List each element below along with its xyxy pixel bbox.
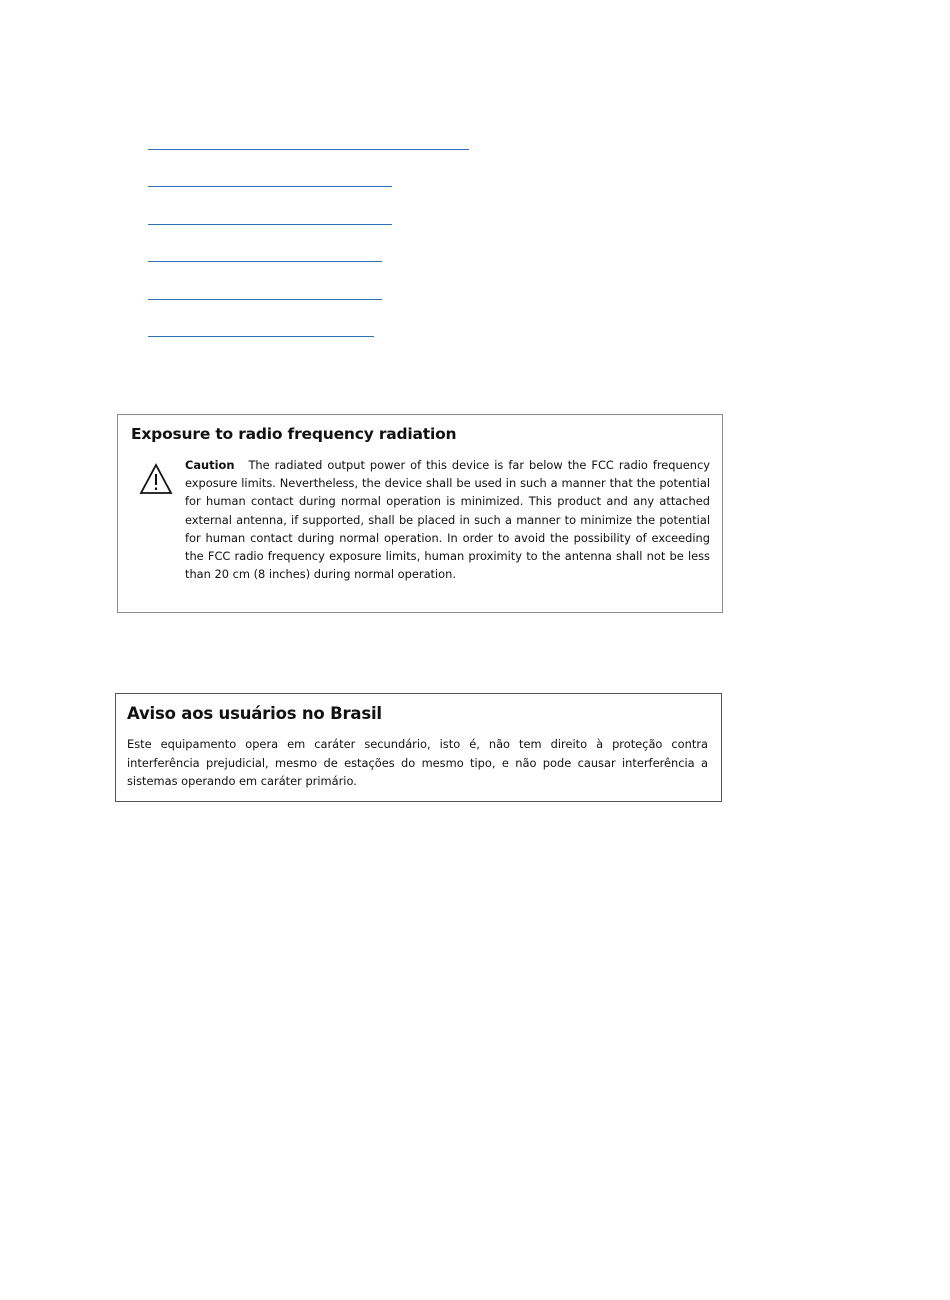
caution-label: Caution xyxy=(185,458,235,472)
link-6[interactable] xyxy=(148,336,374,337)
brazil-notice-title: Aviso aos usuários no Brasil xyxy=(127,704,382,723)
link-1[interactable] xyxy=(148,149,469,150)
warning-triangle-icon xyxy=(138,462,174,496)
link-5[interactable] xyxy=(148,299,382,300)
link-4[interactable] xyxy=(148,261,382,262)
link-2[interactable] xyxy=(148,186,392,187)
brazil-notice-body: Este equipamento opera em caráter secundário, isto é, não tem direito à proteção contra interferência prejudicial, mesmo de estações do mesmo tipo, e não pode causar interferência a sistemas operando em caráter primário. xyxy=(127,737,708,788)
rf-notice-body xyxy=(185,456,710,583)
rf-exposure-notice xyxy=(117,414,723,613)
link-3[interactable] xyxy=(148,224,392,225)
brazil-notice xyxy=(115,693,722,802)
rf-notice-title: Exposure to radio frequency radiation xyxy=(131,425,457,443)
caution-text: The radiated output power of this device is far below the FCC radio frequency exposure limits. Nevertheless, the device shall be used in such a manner that the potential for human contact during normal operation is minimized. This product and any attached external antenna, if supported, shall be placed in such a manner to minimize the potential for human contact during normal operation. In order to avoid the possibility of exceeding the FCC radio frequency exposure limits, human proximity to the antenna shall not be less than 20 cm (8 inches) during normal operation. xyxy=(185,458,710,582)
